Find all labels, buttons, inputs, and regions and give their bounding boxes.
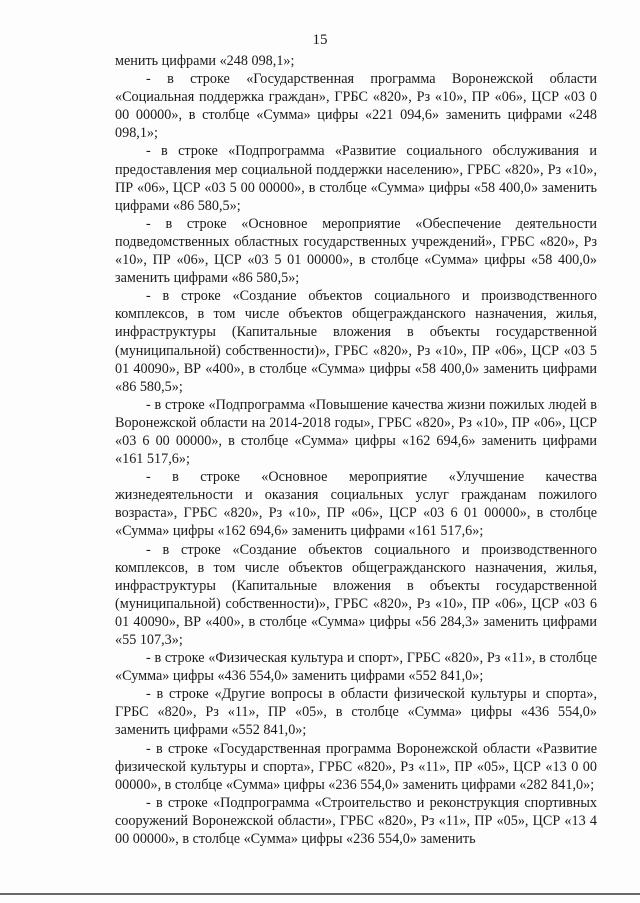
- paragraph: - в строке «Подпрограмма «Развитие социального обслуживания и предоставления мер социальной поддержки населению», ГРБС «820», Рз «10», ПР «06», ЦСР «03 5 00 00000», в столбце «Сумма» цифры «58 400,0» заменить цифрами «86 580,5»;: [115, 143, 597, 214]
- paragraph: - в строке «Другие вопросы в области физической культуры и спорта», ГРБС «820», Рз «11», ПР «05», в столбце «Сумма» цифры «436 554,0» заменить цифрами «552 841,0»;: [115, 686, 597, 739]
- paragraph: - в строке «Основное мероприятие «Обеспечение деятельности подведомственных областных государственных учреждений», ГРБС «820», Рз «10», ПР «06», ЦСР «03 5 01 00000», в столбце «Сумма» цифры «58 400,0» заменить цифрами «86 580,5»;: [115, 215, 597, 287]
- body-text: [115, 52, 597, 848]
- paragraph: - в строке «Подпрограмма «Строительство и реконструкция спортивных сооружений Воронежской области», ГРБС «820», Рз «11», ПР «05», ЦСР «13 4 00 00000», в столбце «Сумма» цифры «236 554,0» заменить: [115, 794, 597, 848]
- page-number: 15: [312, 32, 328, 48]
- paragraph: - в строке «Государственная программа Воронежской области «Социальная поддержка граждан», ГРБС «820», Рз «10», ПР «06», ЦСР «03 0 00 00000», в столбце «Сумма» цифры «221 094,6» заменить цифрами «248 098,1»;: [115, 71, 597, 142]
- paragraph-continuation: менить цифрами «248 098,1»;: [115, 53, 295, 69]
- paragraph: - в строке «Физическая культура и спорт», ГРБС «820», Рз «11», в столбце «Сумма» цифры «436 554,0» заменить цифрами «552 841,0»;: [115, 650, 597, 685]
- paragraph: - в строке «Создание объектов социального и производственного комплексов, в том числе объектов общегражданского назначения, жилья, инфраструктуры (Капитальные вложения в объекты государственной (муниципальной) собственности)», ГРБС «820», Рз «10», ПР «06», ЦСР «03 5 01 40090», ВР «400», в столбце «Сумма» цифры «58 400,0» заменить цифрами «86 580,5»;: [115, 288, 597, 395]
- paragraph: - в строке «Подпрограмма «Повышение качества жизни пожилых людей в Воронежской области на 2014-2018 годы», ГРБС «820», Рз «10», ПР «06», ЦСР «03 6 00 00000», в столбце «Сумма» цифры «162 694,6» заменить цифрами «161 517,6»;: [115, 396, 597, 468]
- paragraph: - в строке «Государственная программа Воронежской области «Развитие физической культуры и спорта», ГРБС «820», Рз «11», ПР «05», ЦСР «13 0 00 00000», в столбце «Сумма» цифры «236 554,0» заменить цифрами «282 841,0»;: [115, 740, 597, 793]
- page-bottom-edge: [0, 893, 640, 895]
- paragraph: - в строке «Создание объектов социального и производственного комплексов, в том числе объектов общегражданского назначения, жилья, инфраструктуры (Капитальные вложения в объекты государственной (муниципальной) собственности)», ГРБС «820», Рз «10», ПР «06», ЦСР «03 6 01 40090», ВР «400», в столбце «Сумма» цифры «56 284,3» заменить цифрами «55 107,3»;: [115, 541, 597, 648]
- paragraph: - в строке «Основное мероприятие «Улучшение качества жизнедеятельности и оказания социальных услуг гражданам пожилого возраста», ГРБС «820», Рз «10», ПР «06», ЦСР «03 6 01 00000», в столбце «Сумма» цифры «162 694,6» заменить цифрами «161 517,6»;: [115, 469, 597, 540]
